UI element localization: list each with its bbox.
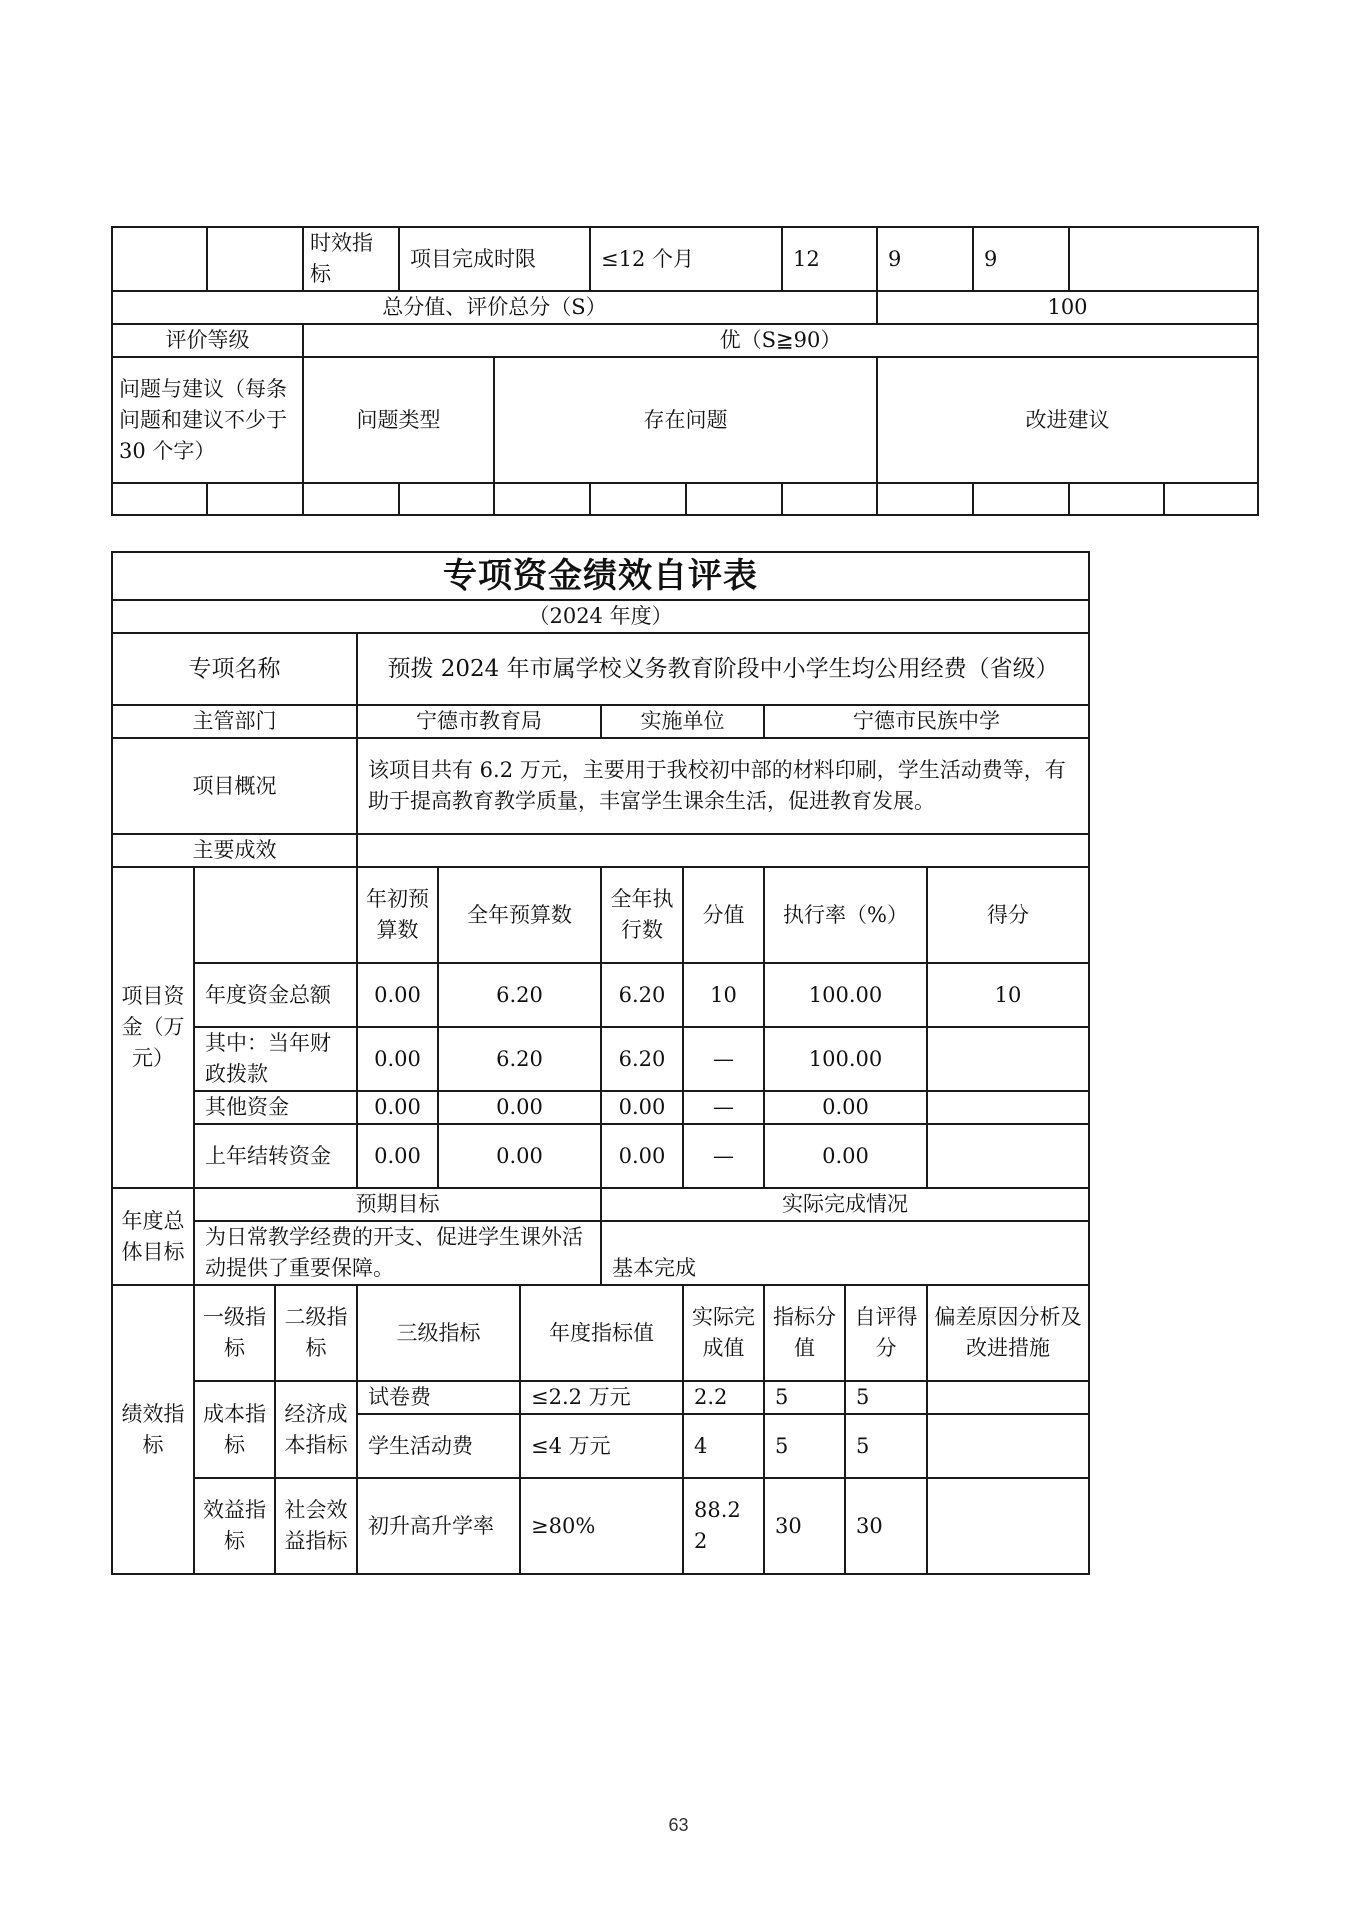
results-label: 主要成效 xyxy=(112,834,357,867)
grade-label: 评价等级 xyxy=(112,324,303,357)
table-row xyxy=(112,633,1089,705)
ind-benefit-level2: 社会效益指标 xyxy=(275,1478,357,1574)
table-row xyxy=(112,1188,1089,1221)
cell-empty xyxy=(112,483,207,515)
funds-score xyxy=(927,1091,1089,1124)
funds-initial: 0.00 xyxy=(357,1091,438,1124)
table-row xyxy=(112,324,1258,357)
issue-type-header: 问题类型 xyxy=(303,357,494,483)
funds-score-value: — xyxy=(683,1124,764,1188)
total-score-value: 100 xyxy=(877,291,1258,324)
indicator-score-value: 9 xyxy=(877,227,973,291)
ind-header-score-value: 指标分值 xyxy=(764,1285,845,1381)
ind-target: ≤4 万元 xyxy=(520,1414,683,1478)
goals-actual-value: 基本完成 xyxy=(601,1221,1089,1285)
page-number: 63 xyxy=(668,1815,689,1835)
overview-label: 项目概况 xyxy=(112,738,357,834)
ind-score-value: 5 xyxy=(764,1381,845,1414)
table-row xyxy=(112,483,1258,515)
table-row xyxy=(112,1027,1089,1091)
ind-self-score: 5 xyxy=(845,1414,927,1478)
cell-empty xyxy=(1164,483,1258,515)
impl-label: 实施单位 xyxy=(601,705,764,738)
cell-empty xyxy=(782,483,877,515)
funds-annual: 6.20 xyxy=(438,963,601,1027)
ind-score-value: 5 xyxy=(764,1414,845,1478)
funds-executed: 6.20 xyxy=(601,963,683,1027)
ind-score-value: 30 xyxy=(764,1478,845,1574)
table-row xyxy=(112,867,1089,963)
ind-header-target: 年度指标值 xyxy=(520,1285,683,1381)
funds-rate: 0.00 xyxy=(764,1091,927,1124)
ind-actual: 4 xyxy=(683,1414,764,1478)
table-row xyxy=(112,738,1089,834)
cell-empty xyxy=(207,227,303,291)
funds-group-label: 项目资金（万元） xyxy=(112,867,194,1188)
cell-empty xyxy=(590,483,686,515)
table-row xyxy=(112,1381,1089,1414)
results-value xyxy=(357,834,1089,867)
ind-benefit-level1: 效益指标 xyxy=(194,1478,275,1574)
funds-header-score: 得分 xyxy=(927,867,1089,963)
ind-target: ≤2.2 万元 xyxy=(520,1381,683,1414)
funds-score-value: — xyxy=(683,1027,764,1091)
table-row xyxy=(112,291,1258,324)
top-evaluation-table xyxy=(111,226,1259,516)
dept-value: 宁德市教育局 xyxy=(357,705,601,738)
cell-empty xyxy=(877,483,973,515)
funds-rate: 100.00 xyxy=(764,1027,927,1091)
funds-row-label: 年度资金总额 xyxy=(194,963,357,1027)
indicator-name: 项目完成时限 xyxy=(399,227,590,291)
table-row xyxy=(112,834,1089,867)
funds-score xyxy=(927,1124,1089,1188)
funds-row-label: 其中：当年财政拨款 xyxy=(194,1027,357,1091)
funds-score-value: — xyxy=(683,1091,764,1124)
table-row xyxy=(112,1221,1089,1285)
level3-indicator-time: 时效指标 xyxy=(303,227,399,291)
funds-score-value: 10 xyxy=(683,963,764,1027)
table-row xyxy=(112,705,1089,738)
cell-empty xyxy=(303,483,399,515)
ind-level3: 试卷费 xyxy=(357,1381,520,1414)
ind-header-self-score: 自评得分 xyxy=(845,1285,927,1381)
funds-initial: 0.00 xyxy=(357,1027,438,1091)
table-row xyxy=(112,963,1089,1027)
cell-empty xyxy=(112,227,207,291)
ind-level3: 初升高升学率 xyxy=(357,1478,520,1574)
funds-header-score-value: 分值 xyxy=(683,867,764,963)
ind-self-score: 5 xyxy=(845,1381,927,1414)
indicator-self-score: 9 xyxy=(973,227,1069,291)
ind-target: ≥80% xyxy=(520,1478,683,1574)
cell-empty xyxy=(207,483,303,515)
ind-header-level1: 一级指标 xyxy=(194,1285,275,1381)
funds-header-executed: 全年执行数 xyxy=(601,867,683,963)
funds-annual: 6.20 xyxy=(438,1027,601,1091)
table-row xyxy=(112,552,1089,600)
project-name-label: 专项名称 xyxy=(112,633,357,705)
issue-problem-header: 存在问题 xyxy=(494,357,877,483)
ind-level3: 学生活动费 xyxy=(357,1414,520,1478)
funds-executed: 6.20 xyxy=(601,1027,683,1091)
table-row xyxy=(112,1285,1089,1381)
funds-initial: 0.00 xyxy=(357,1124,438,1188)
funds-header-rate: 执行率（%） xyxy=(764,867,927,963)
funds-header-annual: 全年预算数 xyxy=(438,867,601,963)
total-score-label: 总分值、评价总分（S） xyxy=(112,291,877,324)
issue-label: 问题与建议（每条问题和建议不少于 30 个字） xyxy=(112,357,303,483)
funds-executed: 0.00 xyxy=(601,1124,683,1188)
table-row xyxy=(112,227,1258,291)
ind-header-level2: 二级指标 xyxy=(275,1285,357,1381)
funds-score xyxy=(927,1027,1089,1091)
ind-header-deviation: 偏差原因分析及改进措施 xyxy=(927,1285,1089,1381)
funds-header-initial: 年初预算数 xyxy=(357,867,438,963)
funds-executed: 0.00 xyxy=(601,1091,683,1124)
ind-self-score: 30 xyxy=(845,1478,927,1574)
funds-annual: 0.00 xyxy=(438,1124,601,1188)
form-title: 专项资金绩效自评表 xyxy=(112,552,1089,600)
funds-rate: 0.00 xyxy=(764,1124,927,1188)
table-row xyxy=(112,357,1258,483)
indicator-target: ≤12 个月 xyxy=(590,227,782,291)
cell-empty xyxy=(973,483,1069,515)
ind-header-level3: 三级指标 xyxy=(357,1285,520,1381)
cell-empty xyxy=(494,483,590,515)
funds-row-label: 其他资金 xyxy=(194,1091,357,1124)
issue-suggest-header: 改进建议 xyxy=(877,357,1258,483)
cell-empty xyxy=(399,483,494,515)
table-row xyxy=(112,1124,1089,1188)
special-fund-evaluation-table xyxy=(111,551,1090,1575)
grade-value: 优（S≧90） xyxy=(303,324,1258,357)
cell-empty xyxy=(194,867,357,963)
ind-actual: 88.22 xyxy=(683,1478,764,1574)
funds-rate: 100.00 xyxy=(764,963,927,1027)
cell-empty xyxy=(686,483,782,515)
funds-annual: 0.00 xyxy=(438,1091,601,1124)
ind-deviation xyxy=(927,1478,1089,1574)
ind-cost-level1: 成本指标 xyxy=(194,1381,275,1478)
cell-empty xyxy=(1069,483,1164,515)
goals-expected-label: 预期目标 xyxy=(194,1188,601,1221)
overview-value: 该项目共有 6.2 万元，主要用于我校初中部的材料印刷，学生活动费等，有助于提高教育教学质量，丰富学生课余生活，促进教育发展。 xyxy=(357,738,1089,834)
ind-deviation xyxy=(927,1381,1089,1414)
table-row xyxy=(112,1091,1089,1124)
impl-value: 宁德市民族中学 xyxy=(764,705,1089,738)
indicators-label: 绩效指标 xyxy=(112,1285,194,1574)
indicator-remark xyxy=(1069,227,1258,291)
ind-actual: 2.2 xyxy=(683,1381,764,1414)
table-row xyxy=(112,1478,1089,1574)
funds-score: 10 xyxy=(927,963,1089,1027)
dept-label: 主管部门 xyxy=(112,705,357,738)
goals-label: 年度总体目标 xyxy=(112,1188,194,1285)
goals-actual-label: 实际完成情况 xyxy=(601,1188,1089,1221)
funds-initial: 0.00 xyxy=(357,963,438,1027)
goals-expected-value: 为日常教学经费的开支、促进学生课外活动提供了重要保障。 xyxy=(194,1221,601,1285)
funds-row-label: 上年结转资金 xyxy=(194,1124,357,1188)
form-year: （2024 年度） xyxy=(112,600,1089,633)
indicator-actual: 12 xyxy=(782,227,877,291)
ind-deviation xyxy=(927,1414,1089,1478)
ind-cost-level2: 经济成本指标 xyxy=(275,1381,357,1478)
table-row xyxy=(112,600,1089,633)
ind-header-actual: 实际完成值 xyxy=(683,1285,764,1381)
project-name-value: 预拨 2024 年市属学校义务教育阶段中小学生均公用经费（省级） xyxy=(357,633,1089,705)
